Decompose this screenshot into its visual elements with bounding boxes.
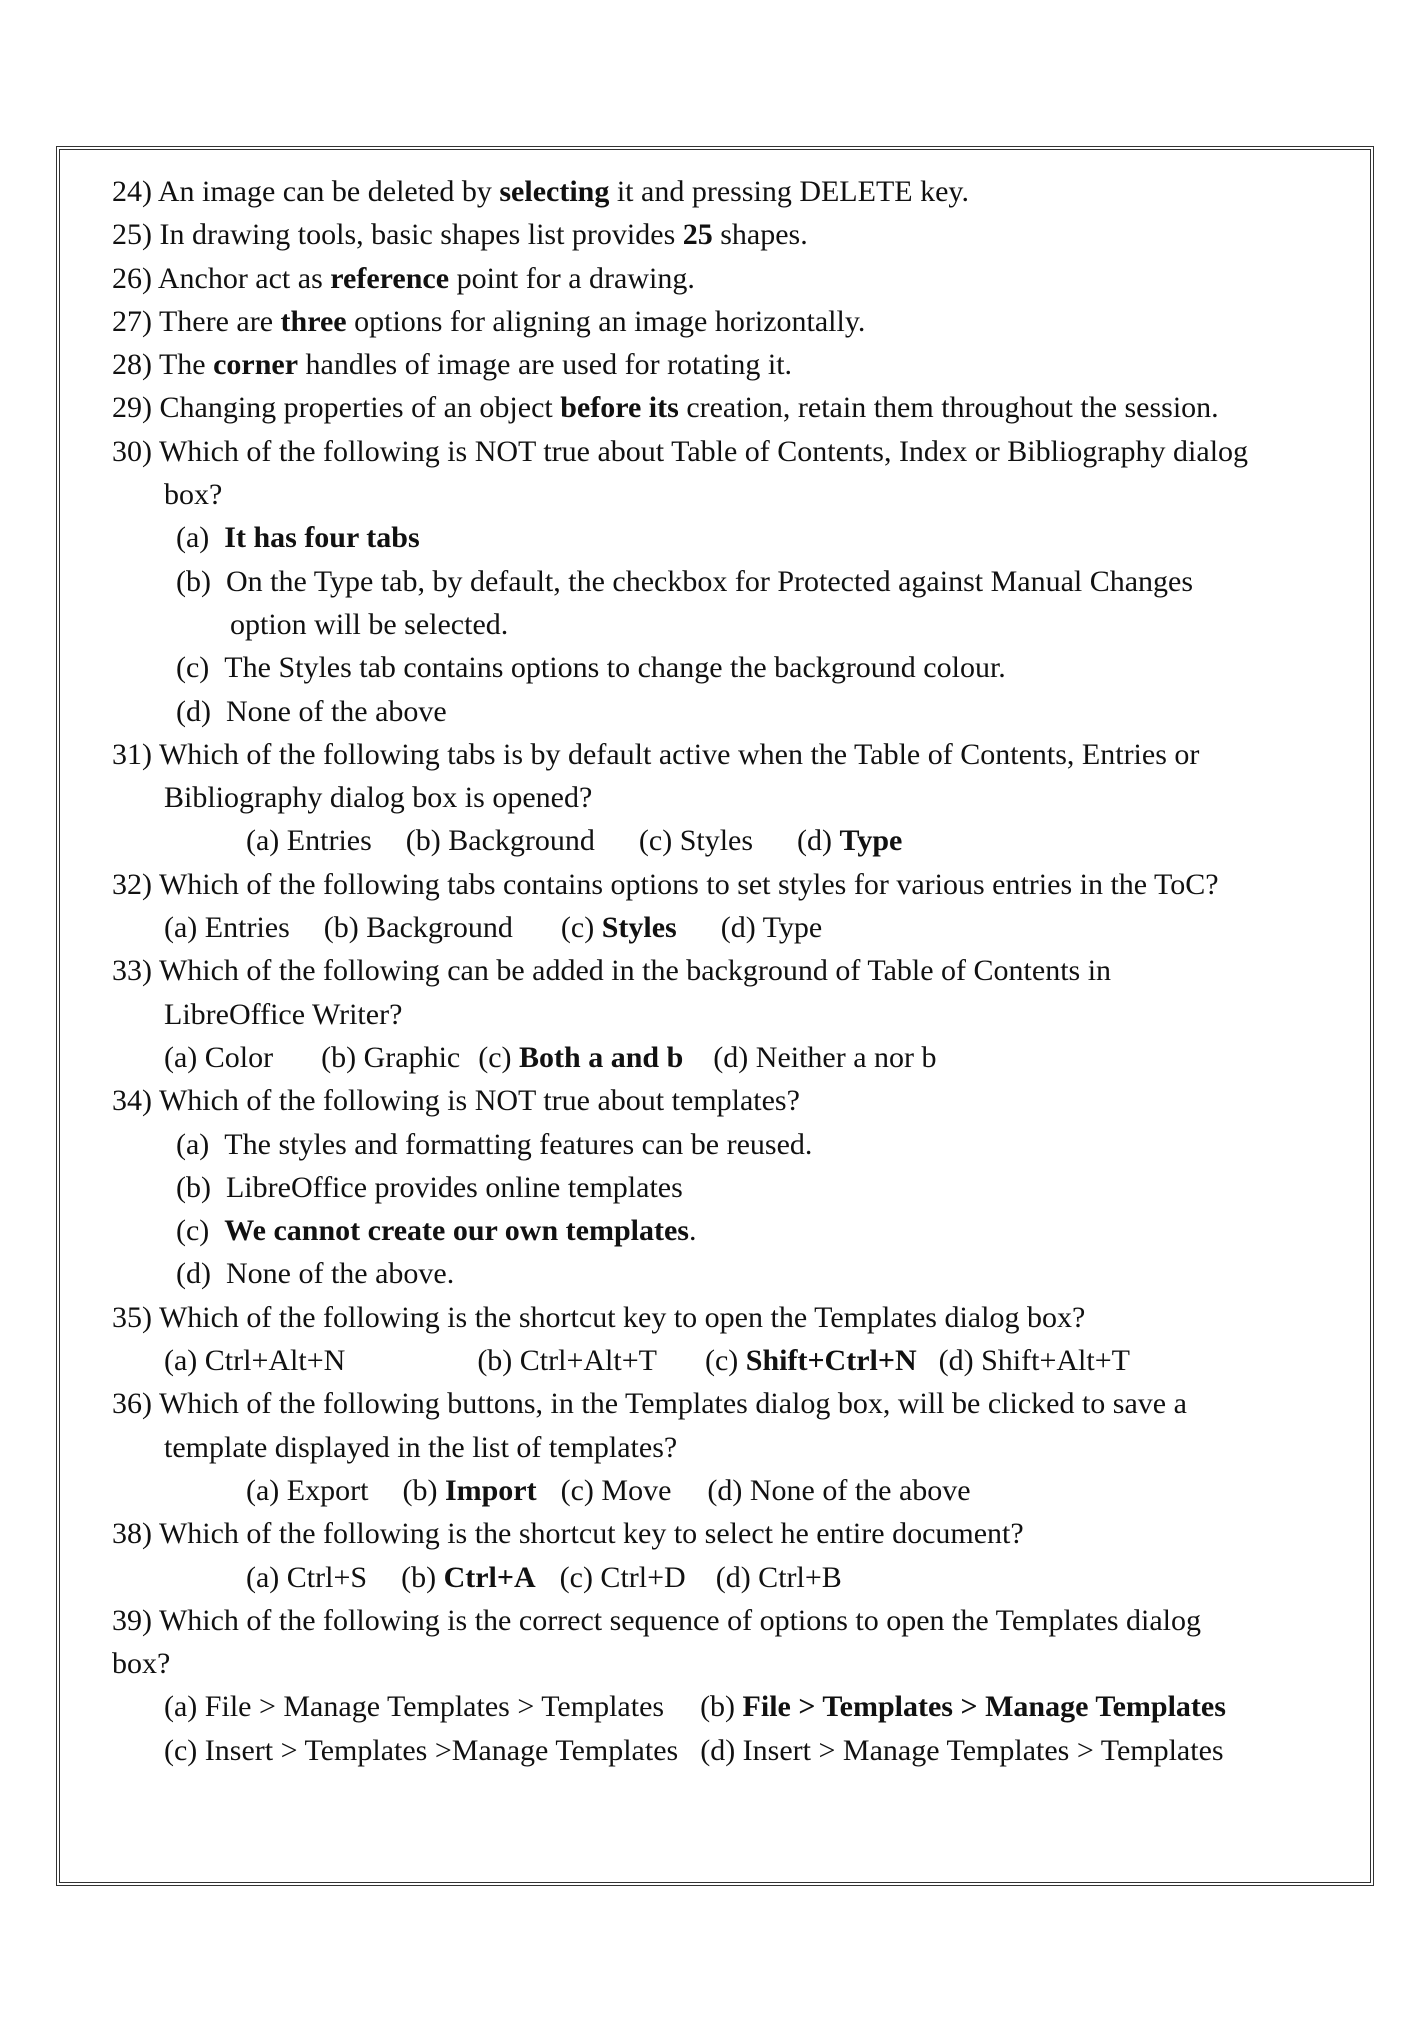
question-30-option-d: (d) None of the above [176,694,447,728]
question-39-options-ab: (a) File > Manage Templates > Templates (b) File > Templates > Manage Templates [164,1690,1226,1724]
question-26: 26) Anchor act as reference point for a drawing. [112,261,695,295]
question-39-options-cd: (c) Insert > Templates >Manage Templates (d) Insert > Manage Templates > Templates [164,1733,1224,1767]
question-34-option-d: (d) None of the above. [176,1257,455,1291]
question-30-option-b-cont: option will be selected. [230,607,509,641]
question-30-option-a: (a) It has four tabs [176,521,420,555]
question-24: 24) An image can be deleted by selecting it and pressing DELETE key. [112,175,969,208]
question-39: 39) Which of the following is the correct sequence of options to open the Templates dialog [112,1603,1202,1637]
question-28: 28) The corner handles of image are used for rotating it. [112,348,793,382]
question-36-options: (a) Export (b) Import (c) Move (d) None of the above [246,1473,971,1507]
question-31: 31) Which of the following tabs is by default active when the Table of Contents, Entries or [112,737,1200,771]
question-36: 36) Which of the following buttons, in the Templates dialog box, will be clicked to save a [112,1387,1187,1421]
question-30-option-c: (c) The Styles tab contains options to change the background colour. [176,651,1006,685]
question-34-option-c: (c) We cannot create our own templates. [176,1214,697,1248]
question-38-options: (a) Ctrl+S (b) Ctrl+A (c) Ctrl+D (d) Ctrl+B [246,1560,842,1594]
question-31-cont: Bibliography dialog box is opened? [164,781,593,815]
question-27: 27) There are three options for aligning an image horizontally. [112,304,866,338]
question-30: 30) Which of the following is NOT true about Table of Contents, Index or Bibliography dialog [112,434,1249,468]
question-32: 32) Which of the following tabs contains options to set styles for various entries in the ToC? [112,867,1219,901]
question-30-cont: box? [164,478,223,512]
question-34-option-a: (a) The styles and formatting features can be reused. [176,1127,813,1161]
question-34-option-b: (b) LibreOffice provides online templates [176,1170,683,1204]
question-33: 33) Which of the following can be added in the background of Table of Contents in [112,954,1112,988]
question-30-option-b: (b) On the Type tab, by default, the checkbox for Protected against Manual Changes [176,564,1194,598]
question-39-cont: box? [112,1647,171,1681]
question-34: 34) Which of the following is NOT true about templates? [112,1084,800,1118]
question-list [112,170,1362,1772]
question-35: 35) Which of the following is the shortcut key to open the Templates dialog box? [112,1300,1086,1334]
question-31-options: (a) Entries (b) Background (c) Styles (d) Type [246,824,903,858]
question-29: 29) Changing properties of an object before its creation, retain them throughout the session. [112,391,1219,425]
question-33-cont: LibreOffice Writer? [164,997,403,1031]
question-33-options: (a) Color (b) Graphic (c) Both a and b (d) Neither a nor b [164,1040,937,1074]
question-32-options: (a) Entries (b) Background (c) Styles (d) Type [164,911,823,945]
question-25: 25) In drawing tools, basic shapes list provides 25 shapes. [112,218,808,252]
question-35-options: (a) Ctrl+Alt+N (b) Ctrl+Alt+T (c) Shift+Ctrl+N (d) Shift+Alt+T [164,1344,1130,1378]
question-36-cont: template displayed in the list of templates? [164,1430,678,1464]
question-38: 38) Which of the following is the shortcut key to select he entire document? [112,1517,1024,1551]
